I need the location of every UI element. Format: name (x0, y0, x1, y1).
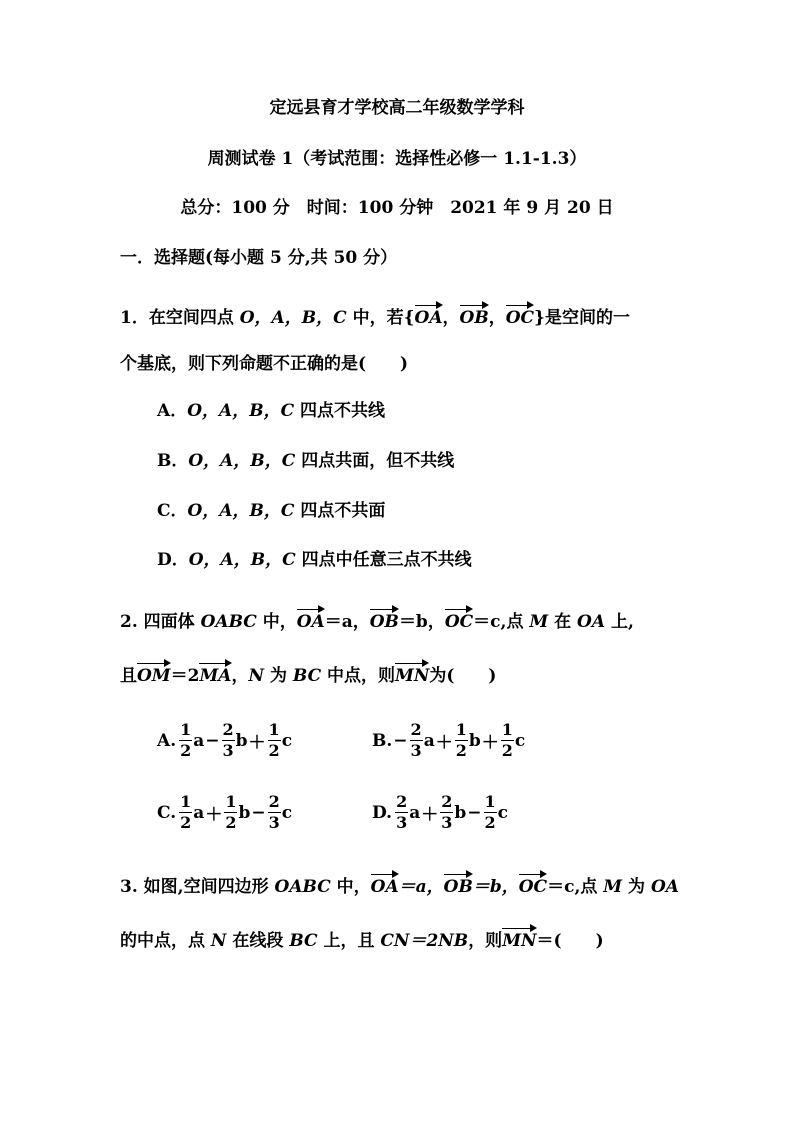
q2-stem-line2 (120, 660, 496, 688)
term: b (238, 802, 251, 823)
q2-mid4: 中点，则 (321, 666, 396, 686)
option-text: 四点共面，但不共线 (295, 451, 455, 471)
denominator: 3 (410, 741, 422, 760)
option-label: B. (372, 730, 393, 751)
q3-eq-b: ＝b， (472, 877, 519, 897)
option-label: A． (157, 401, 188, 421)
option-points: O，A，B，C (188, 550, 296, 570)
q1-points: O，A，B，C (239, 308, 347, 328)
q2-vector-ma: MA (199, 660, 231, 684)
q2-vector-oa: OA (297, 606, 325, 630)
numerator: 1 (180, 720, 192, 739)
numerator: 1 (455, 720, 467, 739)
q1-stem-line1 (120, 302, 630, 330)
denominator: 2 (501, 741, 513, 760)
q2-line2-prefix: 且 (120, 666, 137, 686)
fraction (179, 720, 192, 761)
q2-eq2: ＝2 (170, 666, 200, 686)
q2-eq-b: ＝b， (398, 612, 445, 632)
sign: − (205, 730, 220, 751)
numerator: 1 (501, 720, 513, 739)
q3-seg-bc: BC (289, 931, 318, 951)
fraction (484, 792, 497, 833)
q2-option-b[interactable] (372, 720, 525, 761)
q3-line2-a: 的中点，点 (120, 931, 211, 951)
q1-stem-line2: 个基底，则下列命题不正确的是( ) (120, 354, 409, 374)
sign: ＋ (481, 733, 499, 753)
sign: − (467, 802, 482, 823)
q2-vector-om: OM (137, 660, 171, 684)
denominator: 2 (455, 741, 467, 760)
term: b (468, 730, 481, 751)
numerator: 1 (268, 720, 280, 739)
q1-option-c[interactable] (157, 499, 385, 523)
q3-end: ＝( ) (536, 931, 604, 951)
q1-option-b[interactable] (157, 449, 454, 473)
q2-solid: OABC (200, 612, 257, 632)
q3-mid2: 为 (622, 877, 651, 897)
option-points: O，A，B，C (187, 501, 295, 521)
q2-point-n: N (248, 666, 265, 686)
q2-vector-mn: MN (395, 660, 429, 684)
q1-option-d[interactable] (157, 548, 472, 572)
denominator: 2 (180, 813, 192, 832)
q2-mid2: 在 (548, 612, 578, 632)
q2-comma: ， (231, 666, 249, 686)
q3-condition: CN＝2NB (380, 931, 469, 951)
school-title: 定远县育才学校高二年级数学学科 (269, 98, 525, 118)
sign: − (393, 730, 408, 751)
sign: ＋ (205, 805, 223, 825)
q2-vector-oc: OC (445, 606, 473, 630)
term: a (423, 730, 435, 751)
fraction (268, 720, 281, 761)
fraction (440, 792, 453, 833)
option-label: A. (157, 730, 177, 751)
denominator: 2 (225, 813, 237, 832)
numerator: 2 (268, 792, 280, 811)
numerator: 1 (484, 792, 496, 811)
q1-vector-oa: OA (415, 302, 443, 326)
term: a (193, 802, 205, 823)
fraction (224, 792, 237, 833)
test-info: 总分：100 分 时间：100 分钟 2021 年 9 月 20 日 (180, 198, 614, 218)
option-label: D. (372, 802, 393, 823)
q2-seg-bc: BC (292, 666, 322, 686)
numerator: 1 (225, 792, 237, 811)
denominator: 3 (396, 813, 408, 832)
q2-eq-a: ＝a， (324, 612, 370, 632)
fraction (222, 720, 235, 761)
term: c (281, 802, 293, 823)
q1-vector-oc: OC (506, 302, 534, 326)
option-label: D． (157, 550, 189, 570)
q3-vector-mn: MN (502, 925, 536, 949)
fraction (395, 792, 408, 833)
q3-line2-c: 上，且 (317, 931, 381, 951)
fraction (410, 720, 423, 761)
term: a (193, 730, 205, 751)
q3-point-n: N (210, 931, 227, 951)
q3-seg-oa: OA (650, 877, 679, 897)
fraction (501, 720, 514, 761)
numerator: 1 (180, 792, 192, 811)
q3-eq-c: ＝c,点 (547, 877, 604, 897)
option-points: O，A，B，C (188, 451, 296, 471)
term: a (409, 802, 421, 823)
option-label: B． (157, 451, 189, 471)
test-title: 周测试卷 1（考试范围：选择性必修一 1.1-1.3） (207, 149, 587, 169)
q1-prefix: 1．在空间四点 (120, 308, 240, 328)
denominator: 2 (484, 813, 496, 832)
q3-prefix: 3. 如图,空间四边形 (120, 877, 275, 897)
fraction (268, 792, 281, 833)
q3-mid1: 中， (330, 877, 371, 897)
denominator: 3 (222, 741, 234, 760)
q2-option-d[interactable] (372, 792, 508, 833)
q1-end: }是空间的一 (534, 308, 630, 328)
term: b (454, 802, 467, 823)
option-label: C. (157, 802, 177, 823)
q2-seg-oa: OA (577, 612, 606, 632)
q3-point-m: M (603, 877, 623, 897)
q3-vector-oa: OA (371, 871, 399, 895)
option-text: 四点中任意三点不共线 (295, 550, 472, 570)
option-points: O，A，B，C (187, 401, 295, 421)
q1-sep1: ， (442, 308, 460, 328)
term: c (497, 802, 508, 823)
denominator: 3 (441, 813, 453, 832)
sign: ＋ (435, 733, 453, 753)
q3-stem-line1 (120, 871, 679, 899)
q2-mid1: 中， (256, 612, 297, 632)
q1-vector-ob: OB (460, 302, 489, 326)
q2-vector-ob: OB (370, 606, 399, 630)
numerator: 2 (441, 792, 453, 811)
option-text: 四点不共面 (294, 501, 386, 521)
numerator: 2 (222, 720, 234, 739)
q2-mid3: 为 (264, 666, 293, 686)
option-label: C． (157, 501, 188, 521)
term: c (514, 730, 526, 751)
section-title: 一．选择题(每小题 5 分,共 50 分） (120, 248, 398, 268)
numerator: 2 (410, 720, 422, 739)
sign: ＋ (421, 805, 439, 825)
q1-sep2: ， (488, 308, 506, 328)
q3-line2-b: 在线段 (226, 931, 290, 951)
q2-prefix: 2. 四面体 (120, 612, 201, 632)
q3-vector-oc: OC (519, 871, 547, 895)
fraction (179, 792, 192, 833)
sign: ＋ (248, 733, 266, 753)
q3-vector-ob: OB (444, 871, 473, 895)
denominator: 2 (268, 741, 280, 760)
q2-option-a[interactable] (157, 720, 292, 761)
numerator: 2 (396, 792, 408, 811)
term: b (235, 730, 248, 751)
q2-stem-line1 (120, 606, 634, 634)
q3-eq-a: ＝a， (398, 877, 444, 897)
denominator: 3 (268, 813, 280, 832)
q2-eq-c: ＝c,点 (473, 612, 530, 632)
q1-option-a[interactable] (157, 399, 385, 423)
q3-stem-line2 (120, 925, 604, 953)
fraction (455, 720, 468, 761)
q2-point-m: M (529, 612, 549, 632)
q2-option-c[interactable] (157, 792, 292, 833)
q3-line2-d: ，则 (468, 931, 503, 951)
q3-solid: OABC (274, 877, 331, 897)
term: c (281, 730, 293, 751)
q2-end1: 上, (605, 612, 634, 632)
option-text: 四点不共线 (294, 401, 386, 421)
q1-mid: 中，若{ (346, 308, 415, 328)
denominator: 2 (180, 741, 192, 760)
q2-end2: 为( ) (429, 666, 497, 686)
sign: − (251, 802, 266, 823)
